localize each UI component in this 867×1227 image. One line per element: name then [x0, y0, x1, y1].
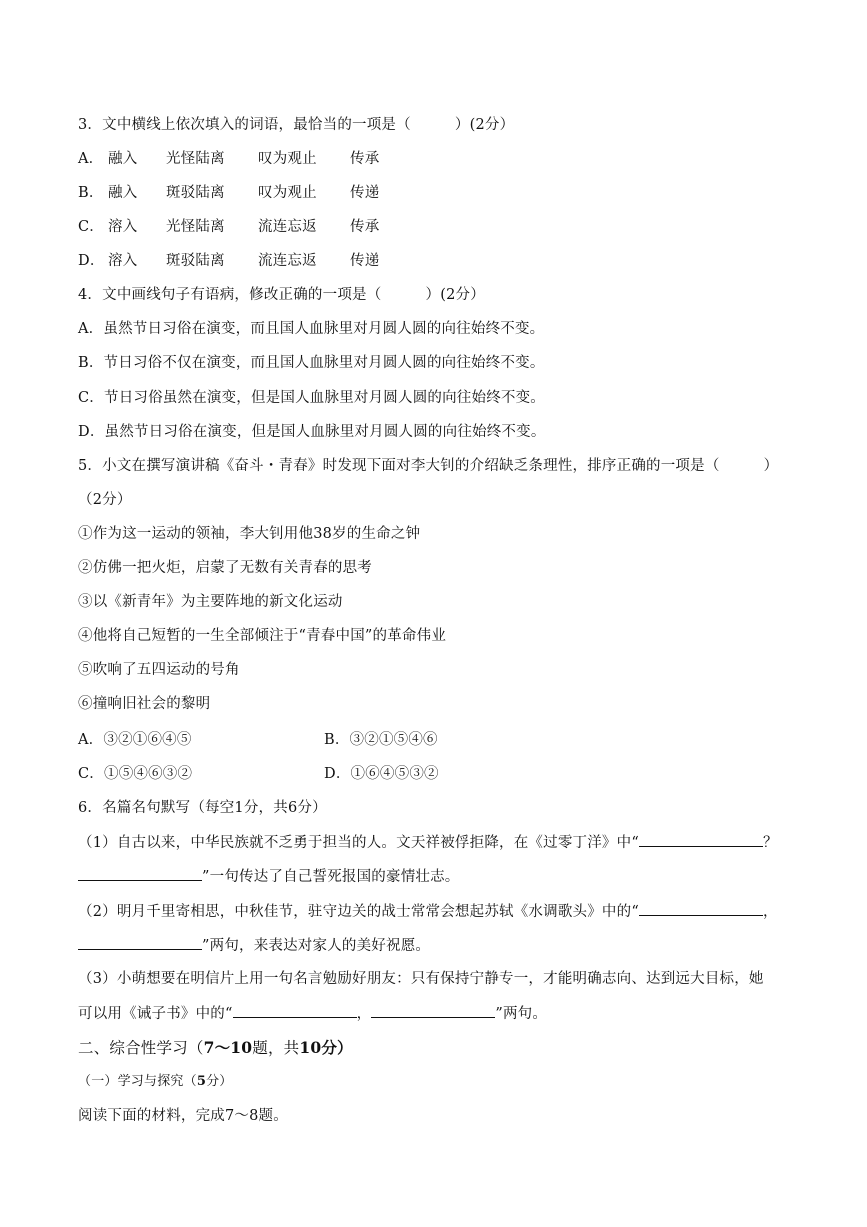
q6-part3-punct: ， — [356, 1006, 372, 1022]
subsection-heading-text: （一）学习与探究（ — [78, 1074, 197, 1089]
subsection-heading-score: 5 — [196, 1074, 207, 1089]
q3-option-c — [78, 216, 379, 238]
q5-item-2: ②仿佛一把火炬，启蒙了无数有关青春的思考 — [78, 560, 372, 576]
q6-part2-text: （2）明月千里寄相思，中秋佳节，驻守边关的战士常常会想起苏轼《水调歌头》中的“ — [78, 904, 639, 920]
q3-option-b — [78, 182, 379, 204]
option-word: 溶入 — [108, 219, 138, 235]
q6-part3-tail: ”两句。 — [495, 1006, 548, 1022]
answer-blank[interactable] — [78, 934, 202, 950]
answer-blank[interactable] — [233, 1002, 357, 1018]
option-word: 融入 — [108, 151, 138, 167]
q5-item-3: ③以《新青年》为主要阵地的新文化运动 — [78, 594, 343, 610]
option-word: 融入 — [108, 185, 138, 201]
answer-blank[interactable] — [639, 900, 763, 916]
q6-part3-text: 可以用《诫子书》中的“ — [78, 1006, 233, 1022]
option-letter: A． — [78, 151, 104, 167]
q4-option-a: A．虽然节日习俗在演变，而且国人血脉里对月圆人圆的向往始终不变。 — [78, 321, 545, 337]
section-heading-score: 10 — [299, 1038, 322, 1057]
q5-option-c: C．①⑤④⑥③② — [78, 766, 193, 782]
answer-blank[interactable] — [371, 1002, 495, 1018]
q6-stem: 6．名篇名句默写（每空1分，共6分） — [78, 800, 327, 816]
q5-item-4: ④他将自己短暂的一生全部倾注于“青春中国”的革命伟业 — [78, 628, 447, 644]
q5-option-a: A．③②①⑥④⑤ — [78, 732, 192, 748]
option-word: 斑驳陆离 — [166, 185, 225, 201]
q6-part3-line1: （3）小萌想要在明信片上用一句名言勉励好朋友：只有保持宁静专一，才能明确志向、达到远大目标，她 — [78, 971, 764, 987]
q6-part1-tail: ”一句传达了自己誓死报国的豪情壮志。 — [202, 869, 460, 885]
q3-option-d — [78, 250, 379, 272]
q6-part3-line2 — [78, 1002, 547, 1025]
section-heading-text: 分） — [321, 1038, 353, 1057]
option-word: 光怪陆离 — [166, 151, 225, 167]
q6-part2-tail: ”两句，来表达对家人的美好祝愿。 — [202, 938, 431, 954]
option-word: 传承 — [350, 151, 380, 167]
q4-option-c: C．节日习俗虽然在演变，但是国人血脉里对月圆人圆的向往始终不变。 — [78, 390, 545, 406]
q4-stem: 4．文中画线句子有语病，修改正确的一项是（ ）(2分） — [78, 287, 485, 303]
q4-option-b: B．节日习俗不仅在演变，而且国人血脉里对月圆人圆的向往始终不变。 — [78, 355, 545, 371]
reading-instruction: 阅读下面的材料，完成7～8题。 — [78, 1108, 288, 1124]
q6-part1-text: （1）自古以来，中华民族就不乏勇于担当的人。文天祥被俘拒降，在《过零丁洋》中“ — [78, 835, 639, 851]
q5-option-d: D．①⑥④⑤③② — [324, 766, 439, 782]
q5-stem-score: （2分） — [78, 492, 132, 508]
q5-option-b: B．③②①⑤④⑥ — [324, 732, 438, 748]
section-heading-text: 题，共 — [252, 1039, 300, 1057]
q5-item-6: ⑥撞响旧社会的黎明 — [78, 696, 211, 712]
q5-item-1: ①作为这一运动的领袖，李大钊用他38岁的生命之钟 — [78, 526, 421, 542]
option-word: 叹为观止 — [258, 151, 317, 167]
q3-stem: 3．文中横线上依次填入的词语，最恰当的一项是（ ）(2分） — [78, 117, 515, 133]
q6-part1-punct: ？ — [762, 835, 778, 851]
option-word: 传递 — [350, 185, 380, 201]
answer-blank[interactable] — [78, 865, 202, 881]
option-word: 溶入 — [108, 253, 138, 269]
q6-part2-punct: ， — [762, 904, 778, 920]
q6-part2-line2 — [78, 934, 430, 957]
option-letter: B． — [78, 185, 104, 201]
option-letter: C． — [78, 219, 104, 235]
option-letter: D． — [78, 253, 105, 269]
subsection-heading-text: 分） — [206, 1074, 233, 1089]
section-heading-range: 7～10 — [203, 1038, 253, 1057]
option-word: 叹为观止 — [258, 185, 317, 201]
option-word: 传递 — [350, 253, 380, 269]
q5-stem: 5．小文在撰写演讲稿《奋斗・青春》时发现下面对李大钊的介绍缺乏条理性，排序正确的一项是（ ） — [78, 458, 779, 474]
q5-item-5: ⑤吹响了五四运动的号角 — [78, 662, 240, 678]
option-word: 流连忘返 — [258, 253, 317, 269]
answer-blank[interactable] — [639, 831, 763, 847]
option-word: 流连忘返 — [258, 219, 317, 235]
subsection-heading — [78, 1071, 232, 1093]
q4-option-d: D．虽然节日习俗在演变，但是国人血脉里对月圆人圆的向往始终不变。 — [78, 424, 546, 440]
q6-part1-line1 — [78, 831, 778, 854]
option-word: 传承 — [350, 219, 380, 235]
q3-option-a — [78, 148, 379, 170]
section-heading — [78, 1037, 353, 1059]
q6-part1-line2 — [78, 865, 460, 888]
q6-part2-line1 — [78, 900, 778, 923]
section-heading-text: 二、综合性学习（ — [78, 1039, 204, 1057]
option-word: 光怪陆离 — [166, 219, 225, 235]
option-word: 斑驳陆离 — [166, 253, 225, 269]
